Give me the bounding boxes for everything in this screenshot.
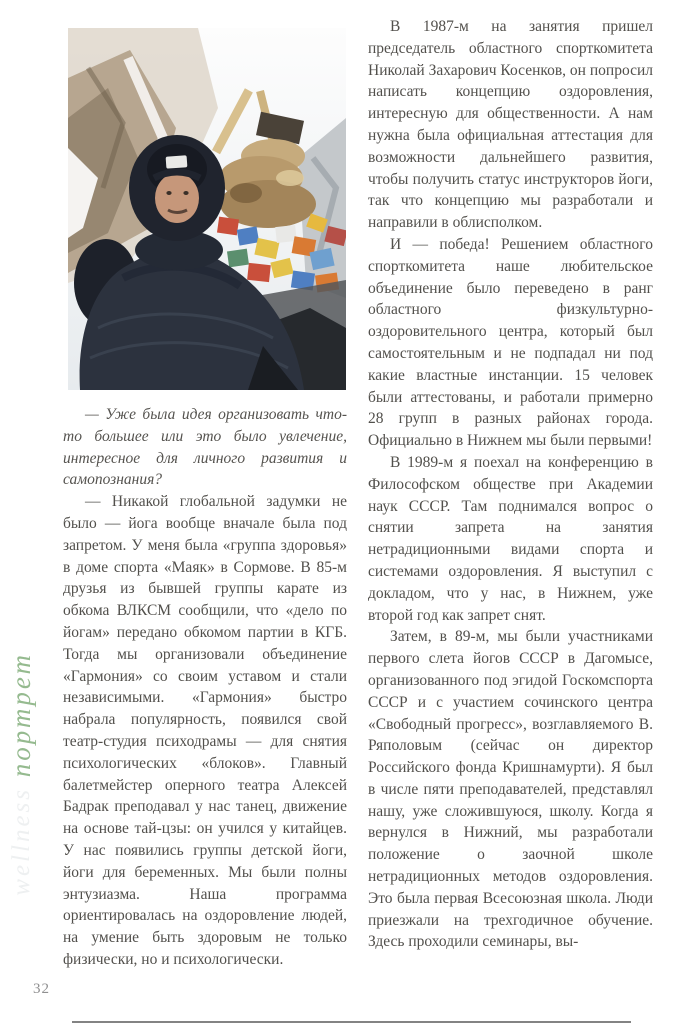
interview-question: — Уже была идея организовать что-то большее или это было увлечение, интересное для личного развития и самопознания? (63, 406, 347, 489)
page-number: 32 (33, 981, 50, 997)
body-paragraph: В 1987-м на занятия пришел председатель областного спорткомитета Николай Захарович Косенков, он попросил написать концепцию оздоровления, интересную для общественности. А нам нужна была официальная аттестация для возможности дальнейшего развития, чтобы получить статус инструкторов йоги, так что концепцию мы разработали и направили в облисполком. (368, 18, 653, 232)
interview-answer: — Никакой глобальной задумки не было — йога вообще вначале была под запретом. У меня была «группа здоровья» в доме спорта «Маяк» в Сормове. В 85-м друзья из бывшей группы карате из обкома ВЛКСМ сообщили, что «дело по йогам» передано обкомом партии в КГБ. Тогда мы организовали объединение «Гармония» со своим уставом и стали независимыми. «Гармония» быстро набрала популярность, появился свой театр-студия психодрамы — для снятия психологических «блоков». Главный балетмейстер оперного театра Алексей Бадрак преподавал у нас танец, движение на основе тай-цзы: он учился у китайцев. У нас появились группы детской йоги, йоги для беременных. Мы были полны энтузиазма. Наша программа ориентировалась на оздоровление людей, на умение быть здоровым не только физически, но и психологически. (63, 493, 347, 968)
photo-hat-patch (166, 155, 188, 168)
body-paragraph: В 1989-м я поехал на конференцию в Философском обществе при Академии наук СССР. Там поднимался вопрос о снятии запрета на занятия нетрадиционными видами спорта и системами оздоровления. Я выступил с докладом, что у нас, в Нижнем, уже второй год как запрет снят. (368, 453, 653, 624)
rubric-label: портрет (6, 652, 36, 778)
rubric-ghost-label: wellness (7, 787, 35, 896)
body-paragraph: Затем, в 89-м, мы были участниками первого слета йогов СССР в Дагомысе, организованного под эгидой Госкомспорта СССР и с участием сочинского центра «Свободный прогресс», возглавляемого В. Ряполовым (сейчас он директор Российского фонда Кришнамурти). Я был в числе пяти преподавателей, представлял нашу, уже сложившуюся, школу. Когда я вернулся в Нижний, мы разработали положение о заочной школе нетрадиционных методов оздоровления. Это была первая Всесоюзная школа. Люди приезжали на трехгодичное обучение. Здесь проходили семинары, вы- (368, 628, 653, 951)
page-edge-line (72, 1021, 631, 1023)
left-column (63, 0, 347, 971)
rubric (6, 652, 37, 896)
right-column (368, 16, 653, 953)
portrait-photo-art (68, 28, 346, 390)
photo-face (155, 173, 199, 223)
body-paragraph: И — победа! Решением областного спорткомитета наше любительское объединение было переведено в ранг областного физкультурно-оздоровительного центра, который был самостоятельным и не подпадал ни под какие властные инстанции. 15 человек были аттестованы, и работали примерно 28 групп в разных районах города. Официально в Нижнем мы были первыми! (368, 235, 653, 450)
portrait-photo (68, 28, 346, 390)
